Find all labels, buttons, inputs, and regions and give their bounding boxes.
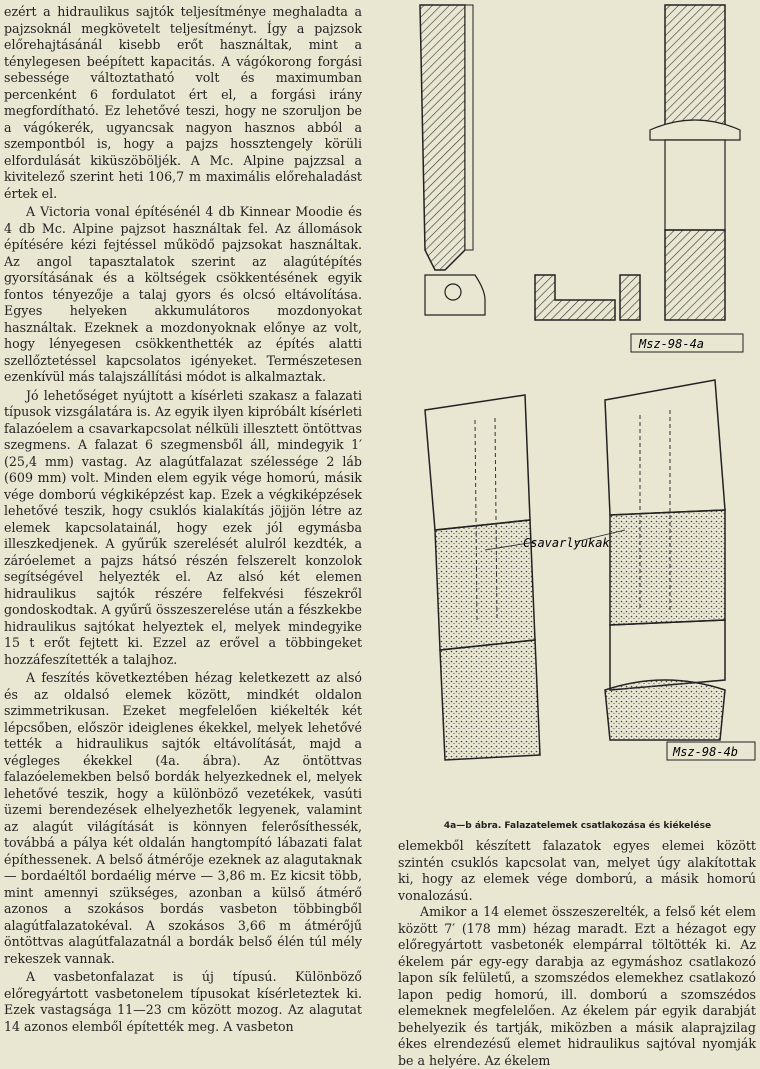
technical-figure: [395, 0, 760, 820]
paragraph: Jó lehetőséget nyújtott a kísérleti szakasz a falazati típusok vizsgálatára is. Az egyik ilyen kipróbált kísérleti falazóelem a csavarkapcsolat nélküli illesztett öntöttvas szegmens. A falazat 6 szegmensből áll, mindegyik 1′ (25,4 mm) vastag. Az alagútfalazat szélessége 2 láb (609 mm) volt. Minden elem egyik vége homorú, másik vége domború végkiképzést kap. Ezek a végkiképzések lehetővé teszik, hogy csuklós kialakítás jöjjön létre az elemek kapcsolatainál, hogy ezek jól egymásba illeszkedjenek. A gyűrűk szerelését alulról kezdték, a záróelemet a pajzs hátsó részén felszerelt konzolok segítségével helyezték el. Az alsó két elemen hidraulikus sajtók részére felfekvési fészekről gondoskodtak. A gyűrű összeszerelése után a fészkekbe hidraulikus sajtókat helyeztek el, melyek mindegyike 15 t erőt fejtett ki. Ezzel az erővel a többingeket hozzáfeszítették a talajhoz.: [4, 387, 362, 667]
figure-label-4a: Msz-98-4a: [639, 337, 705, 351]
paragraph: A Victoria vonal építésénél 4 db Kinnear Moodie és 4 db Mc. Alpine pajzsot használtak fel. Az állomások építésére kézi fejtéssel működő pajzsokat használtak. Az angol tapasztalatok szerint az alagútépítés gyorsításának és a költségek csökkentésének egyik fontos tényezője a talaj gyors és olcsó eltávolítása. Egyes helyeken akkumulátoros mozdonyokat használtak. Ezeknek a mozdonyoknak előnye az volt, hogy lényegesen csökkenthették az építés alatti szellőztetéssel kapcsolatos igényeket. Természetesen ezenkívül más talajszállítási módot is alkalmaztak.: [4, 204, 362, 384]
figure-caption: 4a—b ábra. Falazatelemek csatlakozása és kiékelése: [443, 821, 712, 831]
figure-4b: [425, 380, 725, 760]
paragraph: Amikor a 14 elemet összeszerelték, a felső két elem között 7′ (178 mm) hézag maradt. Ezt a hézagot egy előregyártott vasbetonék elempárral töltötték ki. Az ékelem pár egy-egy darabja az egymáshoz csatlakozó lapon sík felületű, a szomszédos elemekhez csatlakozó lapon pedig homorú, ill. domború a szomszédos elemeknek megfelelően. Az ékelem pár egyik darabját behelyezik és tartják, miközben a másik alaprajzilag ékes elrendezésű elemet hidraulikus sajtóval nyomják be a helyére. Az ékelem: [398, 904, 756, 1068]
paragraph: ezért a hidraulikus sajtók teljesítménye meghaladta a pajzsoknál megkövetelt teljesítményt. Így a pajzsok előrehajtásánál kisebb erőt használtak, mint a ténylegesen beépített kapacitás. A vágókorong forgási sebessége változtatható volt és maximumban percenként 6 fordulatot ért el, a forgási irány megfordítható. Ez lehetővé teszi, hogy ne szoruljon be a vágókerék, ugyancsak nagyon hasznos abból a szempontból is, hogy a pajzs hossztengely körüli elfordulását kiküszöböljék. A Mc. Alpine pajzzsal a kivitelező szerint heti 106,7 m maximális előrehaladást értek el.: [4, 4, 362, 201]
figure-4a: [420, 5, 740, 320]
paragraph: elemekből készített falazatok egyes elemei között szintén csuklós kapcsolat van, melyet úgy alakítottak ki, hogy az elemek vége domború, a másik homorú vonalozású.: [398, 838, 756, 903]
bolt-holes-annotation: Csavarlyukak: [523, 536, 610, 550]
paragraph: A feszítés következtében hézag keletkezett az alsó és az oldalsó elemek között, mindkét oldalon szimmetrikusan. Ezeket megfelelően kiékelték két lépcsőben, először ideiglenes ékekkel, melyek lehetővé tették a hidraulikus sajtók eltávolítását, majd a végleges ékekkel (4a. ábra). Az öntöttvas falazóelemekben belső bordák helyezkednek el, melyek lehetővé teszik, hogy a különböző vezetékek, vasúti üzemi berendezések elhelyezhetők legyenek, valamint az alagút világítását is könnyen felerősíthessék, továbbá a pálya két oldalán hangtompító lábazati falat építhessenek. A belső átmérője ezeknek az alagutaknak — bordaéltől bordaélig mérve — 3,86 m. Ez kicsit több, mint amennyi szükséges, azonban a külső átmérő azonos a szokásos bordás vasbeton többingből alagútfalazatokéval. A szokásos 3,66 m átmérőjű öntöttvas alagútfalazatnál a bordák belső élén túl mély rekeszek vannak.: [4, 670, 362, 966]
right-text-column: [398, 838, 756, 1069]
paragraph: A vasbetonfalazat is új típusú. Különböző előregyártott vasbetonelem típusokat kísérleteztek ki. Ezek vastagsága 11—23 cm között mozog. Az alagutat 14 azonos elemből építették meg. A vasbeton: [4, 969, 362, 1034]
figure-label-4b: Msz-98-4b: [673, 745, 739, 759]
left-text-column: [4, 4, 362, 1035]
